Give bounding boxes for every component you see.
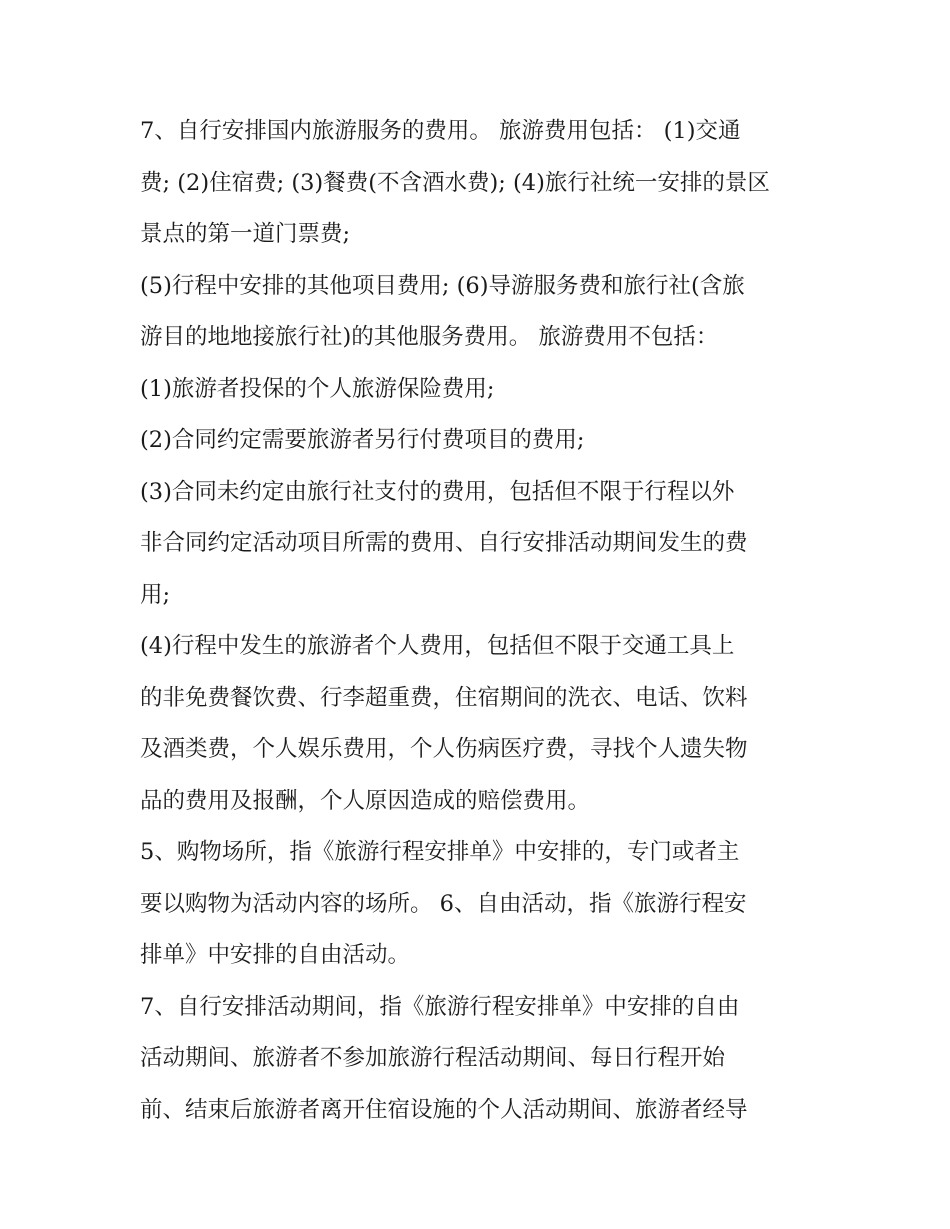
text-line: 景点的第一道门票费; bbox=[140, 221, 351, 247]
text-line: (4)行程中发生的旅游者个人费用，包括但不限于交通工具上 bbox=[140, 633, 735, 659]
text-line: 用; bbox=[140, 581, 171, 608]
document-body bbox=[140, 106, 820, 1136]
text-line: 及酒类费，个人娱乐费用，个人伤病医疗费，寻找个人遗失物 bbox=[140, 736, 748, 762]
text-line: (2)合同约定需要旅游者另行付费项目的费用; bbox=[140, 427, 585, 453]
text-line: 活动期间、旅游者不参加旅游行程活动期间、每日行程开始 bbox=[140, 1045, 726, 1071]
text-line: 要以购物为活动内容的场所。 6、自由活动，指《旅游行程安 bbox=[140, 890, 747, 917]
text-line: 7、自行安排活动期间，指《旅游行程安排单》中安排的自由 bbox=[140, 993, 740, 1020]
text-line: (3)合同未约定由旅行社支付的费用，包括但不限于行程以外 bbox=[140, 478, 735, 505]
text-line: 游目的地地接旅行社)的其他服务费用。 旅游费用不包括： bbox=[140, 324, 719, 350]
text-line: 排单》中安排的自由活动。 bbox=[140, 942, 411, 968]
text-line: (1)旅游者投保的个人旅游保险费用; bbox=[140, 375, 495, 402]
text-line: 5、购物场所，指《旅游行程安排单》中安排的，专门或者主 bbox=[140, 839, 740, 865]
text-line: 7、自行安排国内旅游服务的费用。 旅游费用包括： (1)交通 bbox=[140, 118, 741, 144]
text-line: 的非免费餐饮费、行李超重费，住宿期间的洗衣、电话、饮料 bbox=[140, 684, 748, 711]
text-line: (5)行程中安排的其他项目费用; (6)导游服务费和旅行社(含旅 bbox=[140, 272, 745, 299]
text-line: 前、结束后旅游者离开住宿设施的个人活动期间、旅游者经导 bbox=[140, 1096, 748, 1123]
text-line: 费; (2)住宿费; (3)餐费(不含酒水费); (4)旅行社统一安排的景区 bbox=[140, 169, 770, 196]
text-line: 品的费用及报酬，个人原因造成的赔偿费用。 bbox=[140, 787, 591, 814]
text-line: 非合同约定活动项目所需的费用、自行安排活动期间发生的费 bbox=[140, 530, 748, 556]
